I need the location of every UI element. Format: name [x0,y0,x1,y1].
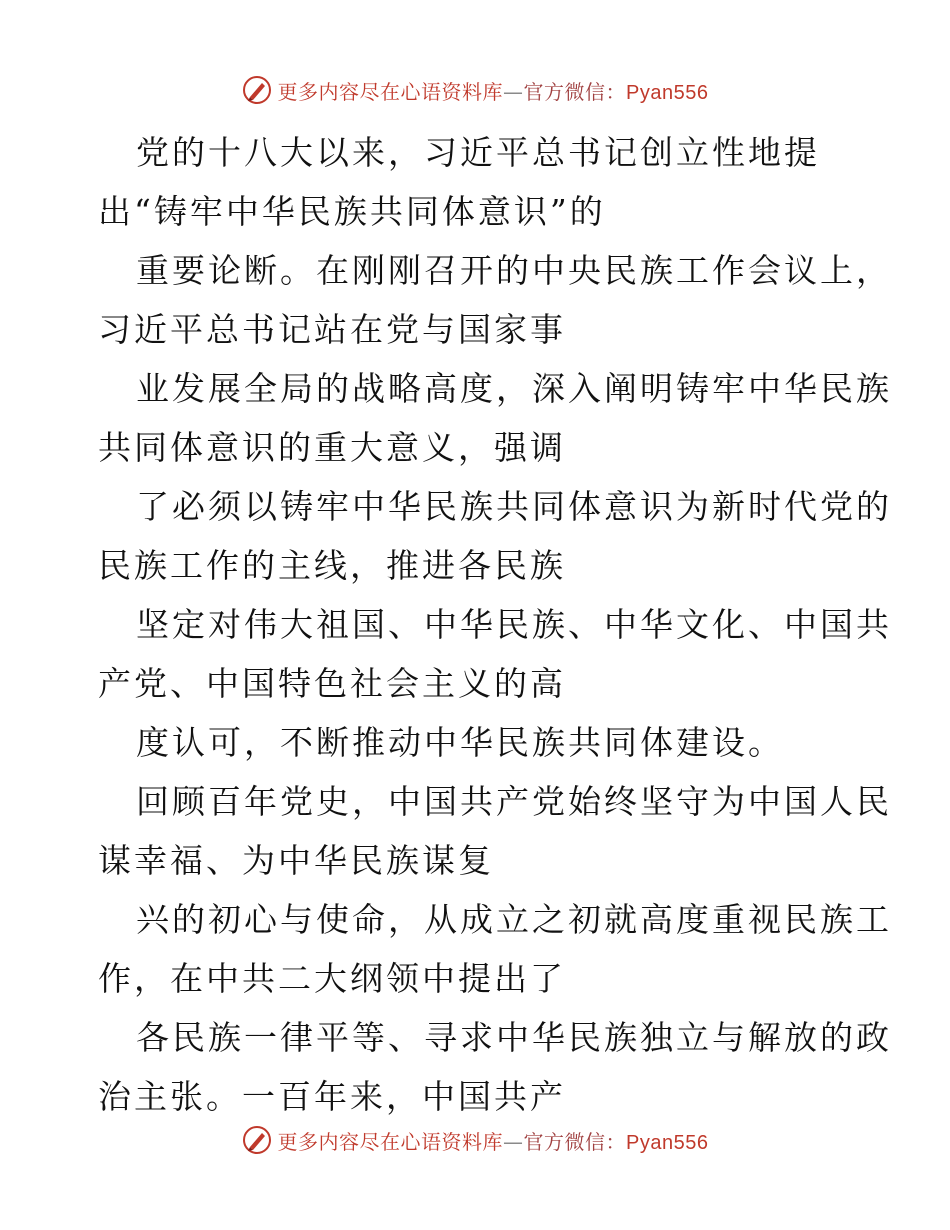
text-line: 习近平总书记站在党与国家事 [98,310,566,349]
watermark-dash: — [503,79,524,104]
page-header-watermark [0,72,950,108]
watermark-id: Pyan556 [626,1131,709,1154]
text-line: 兴的初心与使命，从成立之初就高度重视民族工 [136,900,892,939]
watermark-dash: — [503,1129,524,1154]
watermark-wechat-label: 官方微信： [523,79,627,104]
watermark-text [278,76,709,105]
text-line: 各民族一律平等、寻求中华民族独立与解放的政 [136,1018,892,1057]
text-line: 回顾百年党史，中国共产党始终坚守为中国人民 [136,782,892,821]
text-line: 重要论断。在刚刚召开的中央民族工作会议上， [136,251,892,290]
watermark-main: 更多内容尽在心语资料库 [277,1129,504,1154]
watermark-wechat-label: 官方微信： [523,1129,627,1154]
text-line: 作，在中共二大纲领中提出了 [98,959,566,998]
text-line: 共同体意识的重大意义，强调 [98,428,566,467]
text-line: 产党、中国特色社会主义的高 [98,664,566,703]
text-line: 坚定对伟大祖国、中华民族、中华文化、中国共 [136,605,892,644]
text-line: 治主张。一百年来，中国共产 [98,1077,566,1116]
watermark-text [278,1126,709,1155]
text-line: 谋幸福、为中华民族谋复 [98,841,494,880]
text-line: 党的十八大以来，习近平总书记创立性地提 [136,133,820,172]
page-footer-watermark [0,1122,950,1158]
text-line: 民族工作的主线，推进各民族 [98,546,566,585]
text-line: 出“铸牢中华民族共同体意识”的 [98,192,606,231]
text-line: 业发展全局的战略高度，深入阐明铸牢中华民族 [136,369,892,408]
watermark-main: 更多内容尽在心语资料库 [277,79,504,104]
document-body [98,123,892,1126]
text-line: 度认可，不断推动中华民族共同体建设。 [136,723,784,762]
pen-quill-logo-icon [242,75,272,105]
pen-quill-logo-icon [242,1125,272,1155]
text-line: 了必须以铸牢中华民族共同体意识为新时代党的 [136,487,892,526]
watermark-id: Pyan556 [626,81,709,104]
